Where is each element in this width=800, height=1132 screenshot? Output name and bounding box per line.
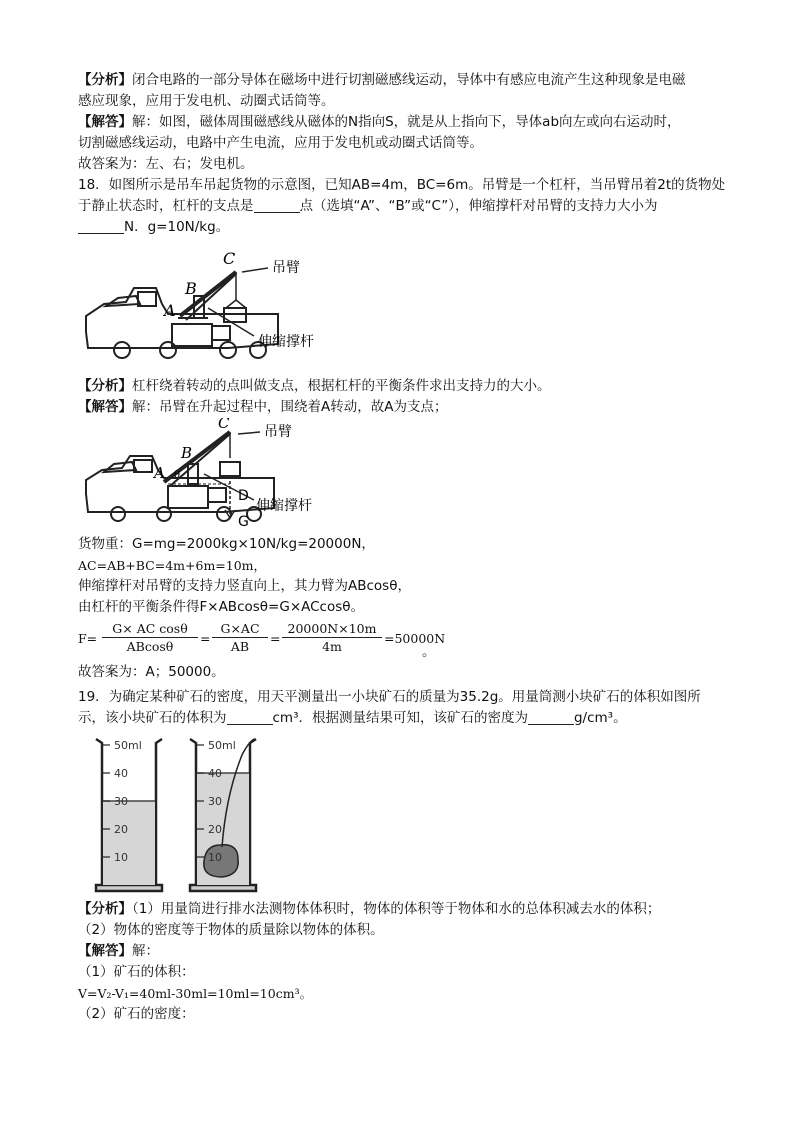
formula-eq-1: =: [200, 631, 211, 646]
label-rod: 伸缩撑杆: [256, 498, 312, 514]
fraction-2: [212, 620, 268, 656]
tick-label-30: 30: [114, 795, 128, 808]
q18-stem-3: N．g=10N/kg。: [124, 219, 230, 235]
q18-analysis: [78, 376, 728, 397]
solution-tag: 【解答】: [78, 399, 132, 415]
tick-label-20: 20: [114, 823, 128, 836]
q19-solution: [78, 941, 728, 962]
q18-calc-2: AC=AB+BC=4m+6m=10m，: [78, 558, 267, 573]
q19-stem-2c: g/cm³。: [573, 710, 627, 726]
q18-stem-line-3: [78, 217, 728, 238]
label-b: B: [181, 444, 193, 462]
q18-calc-4: 由杠杆的平衡条件得F×ABcosθ=G×ACcosθ。: [78, 599, 365, 615]
q19-step-2: （2）矿石的密度：: [78, 1006, 195, 1022]
q17-analysis-text-1: 闭合电路的一部分导体在磁场中进行切割磁感线运动，导体中有感应电流产生这种现象是电磁: [132, 72, 686, 88]
exam-page: [78, 70, 728, 1025]
label-g: G: [238, 514, 249, 530]
tick-label-20: 20: [208, 823, 222, 836]
answer-blank-1[interactable]: [254, 198, 300, 213]
q18-answer: 故答案为：A；50000。: [78, 664, 225, 680]
tick-label-30: 30: [208, 795, 222, 808]
q17-analysis-line-2: 感应现象，应用于发电机、动圈式话筒等。: [78, 93, 335, 109]
label-a: A: [164, 301, 176, 320]
fraction-2-den: AB: [230, 639, 250, 654]
fraction-3-num: 20000N×10m: [282, 620, 382, 638]
q17-solution-line-2: 切割磁感线运动，电路中产生电流，应用于发电机或动圈式话筒等。: [78, 135, 483, 151]
q19-step-1: （1）矿石的体积：: [78, 964, 195, 980]
q17-answer: 故答案为：左、右；发电机。: [78, 156, 254, 172]
q17-analysis-line-1: [78, 70, 728, 91]
q19-analysis-text-1: （1）用量筒进行排水法测物体体积时，物体的体积等于物体和水的总体积减去水的体积；: [132, 901, 661, 917]
q19-stem-line-2: [78, 708, 728, 729]
q19-stem-2b: cm³．根据测量结果可知，该矿石的密度为: [272, 710, 528, 726]
fraction-1-den: ABcosθ: [126, 639, 174, 654]
tick-label-40: 40: [114, 767, 128, 780]
answer-blank-2[interactable]: [78, 219, 124, 234]
tick-label-50: 50ml: [208, 739, 236, 752]
formula-end: 。: [422, 644, 436, 660]
solution-tag: 【解答】: [78, 114, 132, 130]
fraction-2-num: G×AC: [212, 620, 268, 638]
label-c: C: [223, 249, 236, 268]
fraction-1: [102, 620, 198, 656]
fraction-3: [282, 620, 382, 656]
label-a: A: [154, 464, 165, 482]
analysis-tag: 【分析】: [78, 378, 132, 394]
fraction-3-den: 4m: [322, 639, 342, 654]
q18-stem-line-1: 18．如图所示是吊车吊起货物的示意图，已知AB=4m，BC=6m。吊臂是一个杠杆，当吊臂吊着2t的货物处: [78, 177, 726, 193]
q17-solution-text-1: 解：如图，磁体周围磁感线从磁体的N指向S，就是从上指向下，导体ab向左或向右运动时，: [132, 114, 681, 130]
q18-analysis-text: 杠杆绕着转动的点叫做支点，根据杠杆的平衡条件求出支持力的大小。: [132, 378, 551, 394]
tick-label-10: 10: [208, 851, 222, 864]
label-theta: θ: [174, 470, 181, 481]
q18-stem-line-2: [78, 196, 728, 217]
formula-lhs: F=: [78, 631, 98, 646]
crane-figure: [78, 244, 358, 374]
q18-solution: [78, 397, 728, 418]
label-b: B: [185, 279, 197, 298]
answer-blank-4[interactable]: [528, 710, 574, 725]
q19-solution-text: 解：: [132, 943, 159, 959]
label-d: D: [238, 488, 249, 504]
tick-label-50: 50ml: [114, 739, 142, 752]
label-arm: 吊臂: [272, 260, 300, 276]
analysis-tag: 【分析】: [78, 72, 132, 88]
q18-formula: [78, 620, 728, 660]
q17-solution-line-1: [78, 112, 728, 133]
formula-result: =50000N: [384, 631, 446, 646]
solution-tag: 【解答】: [78, 943, 132, 959]
q19-stem-2a: 示，该小块矿石的体积为: [78, 710, 227, 726]
q18-stem-2b: 点（选填“A”、“B”或“C”），伸缩撑杆对吊臂的支持力大小为: [299, 198, 658, 214]
label-rod: 伸缩撑杆: [258, 334, 314, 350]
answer-blank-3[interactable]: [227, 710, 273, 725]
formula-eq-2: =: [270, 631, 281, 646]
label-arm: 吊臂: [264, 424, 292, 440]
q19-volume-calc: V=V₂-V₁=40ml-30ml=10ml=10cm³。: [78, 986, 313, 1001]
q18-calc-3: 伸缩撑杆对吊臂的支持力竖直向上，其力臂为ABcosθ，: [78, 578, 411, 594]
label-c: C: [218, 418, 230, 432]
q18-solution-text: 解：吊臂在升起过程中，围绕着A转动，故A为支点；: [132, 399, 448, 415]
analysis-tag: 【分析】: [78, 901, 132, 917]
cylinders-figure: [92, 735, 272, 895]
q19-analysis-line-1: [78, 899, 728, 920]
q18-stem-2a: 于静止状态时，杠杆的支点是: [78, 198, 254, 214]
tick-label-40: 40: [208, 767, 222, 780]
fraction-1-num: G× AC cosθ: [102, 620, 198, 638]
q19-stem-line-1: 19．为确定某种矿石的密度，用天平测量出一小块矿石的质量为35.2g。用量筒测小块矿石的体积如图所: [78, 689, 701, 705]
q19-analysis-line-2: （2）物体的密度等于物体的质量除以物体的体积。: [78, 922, 384, 938]
tick-label-10: 10: [114, 851, 128, 864]
q18-calc-1: 货物重：G=mg=2000kg×10N/kg=20000N，: [78, 536, 375, 552]
crane-force-figure: [78, 418, 368, 530]
